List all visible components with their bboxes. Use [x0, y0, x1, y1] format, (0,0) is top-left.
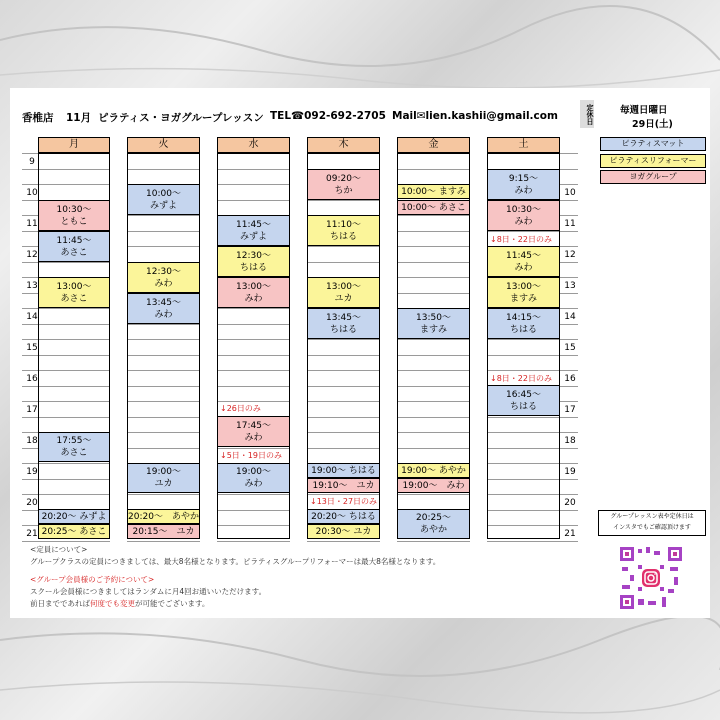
grid-row-line: [307, 541, 380, 542]
grid-row-line: [22, 386, 38, 387]
hour-label: 19: [26, 467, 38, 477]
hour-label-right: 14: [564, 312, 576, 322]
grid-row-line: [22, 370, 38, 371]
lesson-mon-1755[interactable]: 17:55〜 あさこ: [38, 432, 110, 462]
lesson-thu-1900[interactable]: 19:00〜 ちはる: [307, 463, 380, 478]
grid-row-line: [38, 541, 110, 542]
lesson-thu-1110[interactable]: 11:10〜 ちはる: [307, 215, 380, 246]
lesson-mon-1030[interactable]: 10:30〜 ともこ: [38, 200, 110, 231]
email-address: Mail✉lien.kashii@gmail.com: [392, 110, 558, 122]
grid-row-line: [22, 200, 38, 201]
grid-row-line: [560, 541, 578, 542]
grid-row-line: [22, 293, 38, 294]
hour-label: 16: [26, 374, 38, 384]
legend-pilates-reformer: ピラティスリフォーマー: [600, 154, 706, 168]
lesson-tue-1230[interactable]: 12:30〜 みわ: [127, 262, 200, 293]
grid-row-line: [560, 262, 578, 263]
grid-row-line: [22, 479, 38, 480]
grid-row-line: [22, 510, 38, 511]
lesson-thu-0920[interactable]: 09:20〜 ちか: [307, 169, 380, 200]
grid-row-line: [560, 525, 578, 526]
lesson-tue-1900[interactable]: 19:00〜 ユカ: [127, 463, 200, 493]
hour-label-right: 15: [564, 343, 576, 353]
hour-label: 21: [26, 529, 38, 539]
hour-label: 9: [29, 157, 35, 167]
hour-label: 13: [26, 281, 38, 291]
lesson-sat-0915[interactable]: 9:15〜 みわ: [487, 169, 560, 200]
note-wed-26: ↓26日のみ: [220, 404, 261, 413]
lesson-fri-1900a[interactable]: 19:00〜 あやか: [397, 463, 470, 478]
grid-row-line: [127, 541, 200, 542]
grid-row-line: [560, 184, 578, 185]
day-header-tue: 火: [127, 137, 200, 153]
grid-row-line: [22, 541, 38, 542]
capacity-text: グループクラスの定員につきましては、最大8名様となります。ピラティスグループリフォーマーは最大8名様となります。: [30, 557, 441, 566]
lesson-sat-1645[interactable]: 16:45〜 ちはる: [487, 385, 560, 416]
lesson-thu-1910[interactable]: 19:10〜 ユカ: [307, 478, 380, 493]
grid-row-line: [560, 169, 578, 170]
lesson-fri-2025[interactable]: 20:25〜 あやか: [397, 509, 470, 539]
month-label: 11月: [66, 112, 92, 124]
grid-row-line: [22, 494, 38, 495]
lesson-tue-1345[interactable]: 13:45〜 みわ: [127, 293, 200, 324]
grid-row-line: [22, 308, 38, 309]
grid-row-line: [560, 153, 578, 154]
grid-row-line: [560, 277, 578, 278]
lesson-fri-1000a[interactable]: 10:00〜 ますみ: [397, 184, 470, 199]
grid-row-line: [560, 386, 578, 387]
note-sat-8-22a: ↓8日・22日のみ: [490, 235, 552, 244]
reservation-heading: <グループ会員様のご予約について>: [30, 575, 155, 584]
grid-row-line: [560, 215, 578, 216]
grid-row-line: [22, 432, 38, 433]
grid-row-line: [560, 339, 578, 340]
day-header-fri: 金: [397, 137, 470, 153]
grid-row-line: [560, 355, 578, 356]
grid-row-line: [22, 401, 38, 402]
hour-label: 20: [26, 498, 38, 508]
note-thu-13-27: ↓13日・27日のみ: [310, 497, 378, 506]
hour-label-right: 10: [564, 188, 576, 198]
change-policy-text: 前日までであれば何度でも変更が可能でございます。: [30, 599, 210, 608]
grid-row-line: [560, 370, 578, 371]
hour-label-right: 20: [564, 498, 576, 508]
lesson-wed-1900[interactable]: 19:00〜 みわ: [217, 463, 290, 493]
grid-row-line: [22, 184, 38, 185]
grid-row-line: [560, 448, 578, 449]
grid-row-line: [560, 417, 578, 418]
grid-row-line: [217, 541, 290, 542]
schedule-title: ピラティス・ヨガグループレッスン: [98, 112, 264, 124]
grid-row-line: [22, 525, 38, 526]
lesson-sat-1145[interactable]: 11:45〜 みわ: [487, 246, 560, 277]
grid-row-line: [22, 169, 38, 170]
grid-row-line: [560, 494, 578, 495]
hour-label: 18: [26, 436, 38, 446]
grid-row-line: [560, 231, 578, 232]
qr-code-icon[interactable]: [618, 545, 684, 611]
grid-row-line: [22, 324, 38, 325]
holiday-date: 29日(土): [632, 119, 673, 130]
grid-row-line: [22, 417, 38, 418]
grid-row-line: [560, 200, 578, 201]
lesson-thu-1300[interactable]: 13:00〜 ユカ: [307, 277, 380, 308]
hour-label-right: 13: [564, 281, 576, 291]
lesson-sat-1030[interactable]: 10:30〜 みわ: [487, 200, 560, 231]
lesson-fri-1350[interactable]: 13:50〜 ますみ: [397, 308, 470, 339]
hour-label: 12: [26, 250, 38, 260]
lesson-fri-1900b[interactable]: 19:00〜 みわ: [397, 478, 470, 493]
grid-row-line: [22, 215, 38, 216]
lesson-wed-1745[interactable]: 17:45〜 みわ: [217, 416, 290, 447]
hour-label: 17: [26, 405, 38, 415]
grid-row-line: [560, 308, 578, 309]
grid-row-line: [560, 463, 578, 464]
note-wed-5-19: ↓5日・19日のみ: [220, 451, 282, 460]
instagram-note: グループレッスン表や定休日は インスタでもご確認頂けます: [598, 510, 706, 536]
lesson-tue-2020[interactable]: 20:20〜 あやか: [127, 509, 200, 524]
grid-row-line: [22, 153, 38, 154]
grid-row-line: [22, 277, 38, 278]
legend-yoga-group: ヨガグループ: [600, 170, 706, 184]
capacity-heading: <定員について>: [30, 545, 88, 554]
lesson-tue-1000[interactable]: 10:00〜 みずよ: [127, 184, 200, 215]
hour-label-right: 16: [564, 374, 576, 384]
hour-label-right: 12: [564, 250, 576, 260]
lesson-sat-1300[interactable]: 13:00〜 ますみ: [487, 277, 560, 308]
day-header-wed: 水: [217, 137, 290, 153]
hour-label-right: 19: [564, 467, 576, 477]
lesson-tue-2015[interactable]: 20:15〜 ユカ: [127, 524, 200, 539]
reservation-text: スクール会員様につきましてはランダムに月4回お通いいただけます。: [30, 587, 267, 596]
grid-row-line: [560, 293, 578, 294]
note-sat-8-22b: ↓8日・22日のみ: [490, 374, 552, 383]
grid-row-line: [487, 541, 560, 542]
grid-row-line: [22, 339, 38, 340]
grid-row-line: [22, 448, 38, 449]
phone-number: TEL☎092-692-2705: [270, 110, 386, 122]
lesson-fri-1000b[interactable]: 10:00〜 あさこ: [397, 200, 470, 215]
hour-label-right: 17: [564, 405, 576, 415]
lesson-thu-1345[interactable]: 13:45〜 ちはる: [307, 308, 380, 339]
lesson-thu-2030[interactable]: 20:30〜 ユカ: [307, 524, 380, 539]
lesson-wed-1300[interactable]: 13:00〜 みわ: [217, 277, 290, 308]
day-header-thu: 木: [307, 137, 380, 153]
lesson-mon-2020[interactable]: 20:20〜 みずよ: [38, 509, 110, 524]
day-header-mon: 月: [38, 137, 110, 153]
grid-row-line: [560, 432, 578, 433]
hour-label: 15: [26, 343, 38, 353]
hour-label: 10: [26, 188, 38, 198]
store-name: 香椎店: [22, 112, 54, 124]
grid-row-line: [22, 231, 38, 232]
grid-row-line: [560, 479, 578, 480]
lesson-sat-1415[interactable]: 14:15〜 ちはる: [487, 308, 560, 339]
lesson-mon-1300[interactable]: 13:00〜 あさこ: [38, 277, 110, 308]
lesson-wed-1145[interactable]: 11:45〜 みずよ: [217, 215, 290, 246]
grid-row-line: [22, 463, 38, 464]
lesson-wed-1230[interactable]: 12:30〜 ちはる: [217, 246, 290, 277]
lesson-mon-2025[interactable]: 20:25〜 あさこ: [38, 524, 110, 539]
lesson-thu-2020[interactable]: 20:20〜 ちはる: [307, 509, 380, 524]
grid-row-line: [22, 246, 38, 247]
grid-row-line: [22, 355, 38, 356]
hour-label-right: 21: [564, 529, 576, 539]
holiday-label: 定休日: [580, 100, 594, 128]
hour-label: 14: [26, 312, 38, 322]
grid-row-line: [397, 541, 470, 542]
day-header-sat: 土: [487, 137, 560, 153]
hour-label: 11: [26, 219, 38, 229]
grid-row-line: [560, 324, 578, 325]
grid-row-line: [560, 510, 578, 511]
grid-row-line: [560, 401, 578, 402]
grid-row-line: [560, 246, 578, 247]
lesson-mon-1145[interactable]: 11:45〜 あさこ: [38, 231, 110, 262]
hour-label-right: 11: [564, 219, 576, 229]
holiday-weekly: 毎週日曜日: [620, 105, 668, 116]
hour-label-right: 18: [564, 436, 576, 446]
legend-pilates-mat: ピラティスマット: [600, 137, 706, 151]
grid-row-line: [22, 262, 38, 263]
